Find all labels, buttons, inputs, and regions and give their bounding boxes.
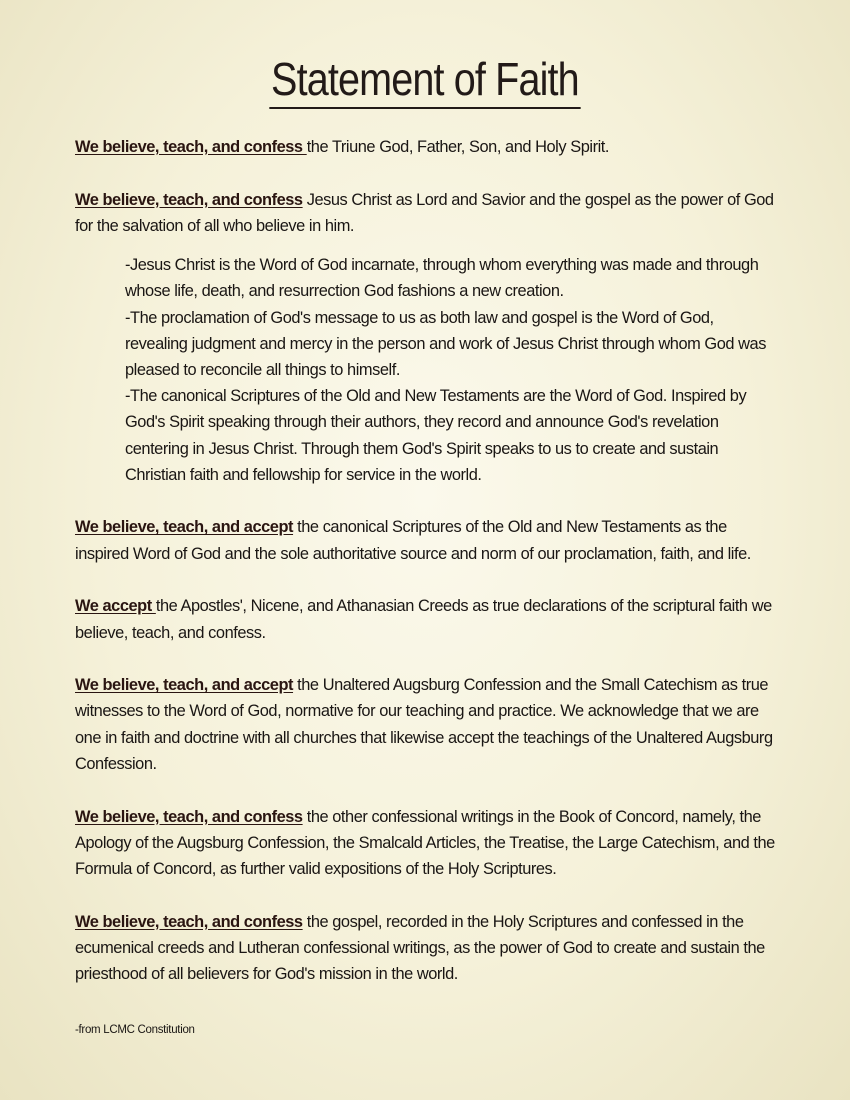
statement-text: the Unaltered Augsburg Confession and the Small Catechism as true witnesses to the Word of God, normative for our teaching and practice. We acknowledge that we are one in faith and doctrine with all churches that likewise accept the teachings of the Unaltered Augsburg Confession. <box>75 676 773 773</box>
statement-lead: We believe, teach, and accept <box>75 518 294 537</box>
statement-text: the Triune God, Father, Son, and Holy Spirit. <box>306 138 609 156</box>
page-title-text: Statement of Faith <box>269 53 580 109</box>
sub-point-3: -The canonical Scriptures of the Old and New Testaments are the Word of God. Inspired by God's Spirit speaking through their authors, they record and announce God's revelation centering in Jesus Christ. Through them God's Spirit speaks to us to create and sustain Christian faith and fellowship for service in the world. <box>125 387 747 484</box>
statement-lead: We believe, teach, and confess <box>75 190 303 209</box>
statement-body <box>75 134 775 1014</box>
statement-paragraph-4 <box>75 593 775 645</box>
page-title <box>0 52 850 109</box>
statement-lead: We believe, teach, and confess <box>75 912 303 931</box>
statement-lead: We accept <box>75 597 156 616</box>
statement-paragraph-1 <box>75 134 775 160</box>
statement-lead: We believe, teach, and accept <box>75 676 294 695</box>
statement-text: the other confessional writings in the Book of Concord, namely, the Apology of the Augsburg Confession, the Smalcald Articles, the Treatise, the Large Catechism, and the Formula of Concord, as further valid expositions of the Holy Scriptures. <box>75 807 775 878</box>
statement-paragraph-7 <box>75 909 775 988</box>
sub-point-2: -The proclamation of God's message to us as both law and gospel is the Word of God, revealing judgment and mercy in the person and work of Jesus Christ through whom God was pleased to reconcile all things to himself. <box>125 308 766 379</box>
statement-text: Jesus Christ as Lord and Savior and the gospel as the power of God for the salvation of all who believe in him. <box>75 190 774 235</box>
statement-lead: We believe, teach, and confess <box>75 807 303 826</box>
statement-paragraph-3 <box>75 514 775 566</box>
sub-point-1: -Jesus Christ is the Word of God incarnate, through whom everything was made and through whose life, death, and resurrection God fashions a new creation. <box>125 256 759 301</box>
source-note: -from LCMC Constitution <box>75 1024 195 1036</box>
statement-paragraph-5 <box>75 672 775 777</box>
christ-word-points <box>125 252 775 488</box>
statement-text: the Apostles', Nicene, and Athanasian Creeds as true declarations of the scriptural faith we believe, teach, and confess. <box>75 597 772 642</box>
statement-text: the gospel, recorded in the Holy Scriptures and confessed in the ecumenical creeds and Lutheran confessional writings, as the power of God to create and sustain the priesthood of all believers for God's mission in the world. <box>75 912 765 984</box>
statement-lead: We believe, teach, and confess <box>75 138 307 156</box>
statement-text: the canonical Scriptures of the Old and New Testaments as the inspired Word of God and the sole authoritative source and norm of our proclamation, faith, and life. <box>75 518 751 563</box>
statement-paragraph-6 <box>75 804 775 883</box>
statement-paragraph-2 <box>75 187 775 239</box>
